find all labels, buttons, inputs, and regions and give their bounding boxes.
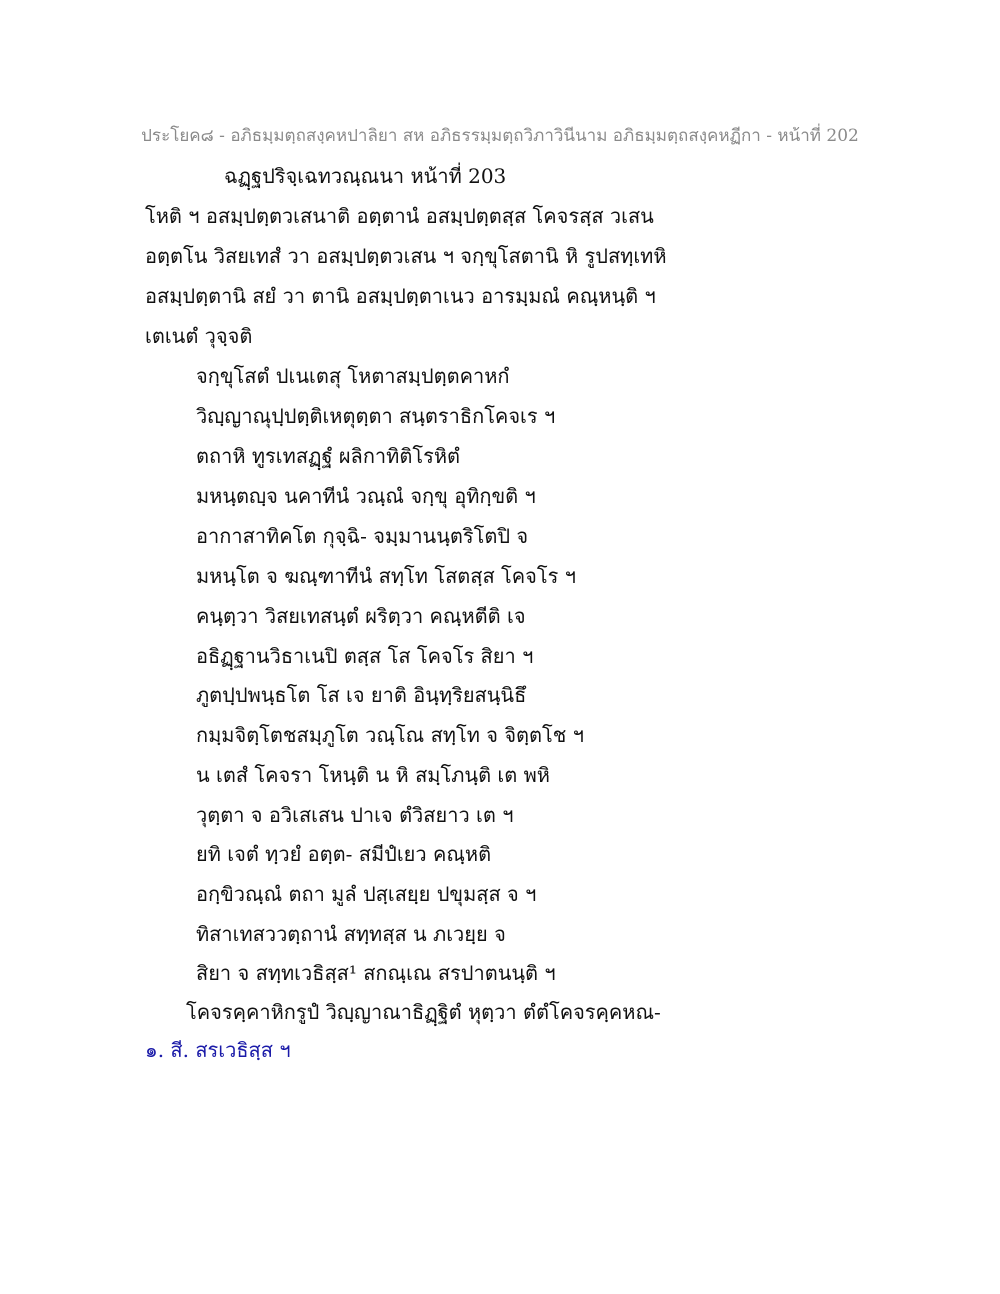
verse-line: จกฺขุโสตํ ปเนเตสุ โหตาสมฺปตฺตคาหกํ	[196, 364, 510, 388]
prose-line: อสมฺปตฺตานิ สยํ วา ตานิ อสมฺปตฺตาเนว อารมฺมณํ คณฺหนฺติ ฯ	[145, 284, 656, 308]
verse-line: อธิฏฺฐานวิธาเนปิ ตสฺส โส โคจโร สิยา ฯ	[196, 644, 534, 668]
closing-prose-line: โคจรคฺคาหิกรูปํ วิญฺญาณาธิฏฺฐิตํ หุตฺวา ตํตํโคจรคฺคหณ-	[186, 1000, 661, 1024]
verse-line: ทิสาเทสววตฺถานํ สทฺทสฺส น ภเวยฺย จ	[196, 922, 506, 946]
verse-line: สิยา จ สทฺทเวธิสฺส¹ สกณฺเณ สรปาตนนฺติ ฯ	[196, 961, 556, 985]
verse-line: น เตสํ โคจรา โหนฺติ น หิ สมฺโภนฺติ เต พหิ	[196, 763, 550, 787]
prose-line: โหติ ฯ อสมฺปตฺตวเสนาติ อตฺตานํ อสมฺปตฺตสฺส โคจรสฺส วเสน	[145, 204, 654, 228]
verse-line: วิญฺญาณุปฺปตฺติเหตุตฺตา สนฺตราธิกโคจเร ฯ	[196, 404, 556, 428]
verse-line: ยทิ เจตํ ทฺวยํ อตฺต- สมีปํเยว คณฺหติ	[196, 842, 492, 866]
verse-line: วุตฺตา จ อวิเสเสน ปาเจ ตํวิสยาว เต ฯ	[196, 803, 514, 827]
running-header: ประโยค๘ - อภิธมฺมตฺถสงฺคหปาลิยา สห อภิธรรมฺมตฺถวิภาวินีนาม อภิธมฺมตฺถสงฺคหฏีกา - หน้าที่ 202	[141, 126, 859, 146]
verse-line: อกฺขิวณฺณํ ตถา มูลํ ปสฺเสยฺย ปขุมสฺส จ ฯ	[196, 882, 537, 906]
verse-line: กมฺมจิตฺโตชสมฺภูโต วณฺโณ สทฺโท จ จิตฺตโช ฯ	[196, 723, 584, 747]
verse-line: ภูตปฺปพนฺธโต โส เจ ยาติ อินฺทฺริยสนฺนิธึ	[196, 683, 527, 707]
verse-line: มหนฺตญฺจ นคาทีนํ วณฺณํ จกฺขุ อุทิกฺขติ ฯ	[196, 484, 536, 508]
prose-line: อตฺตโน วิสยเทสํ วา อสมฺปตฺตวเสน ฯ จกฺขุโสตานิ หิ รูปสทฺเทหิ	[145, 244, 667, 268]
section-heading: ฉฏฺฐปริจฺเฉทวณฺณนา หน้าที่ 203	[224, 164, 507, 188]
verse-line: ตถาหิ ทูรเทสฏฺฐํ ผลิกาทิติโรหิตํ	[196, 444, 460, 468]
footnote: ๑. สี. สรเวธิสฺส ฯ	[145, 1038, 291, 1062]
prose-line: เตเนตํ วุจฺจติ	[145, 324, 253, 348]
verse-line: มหนฺโต จ ฆณฺฑาทีนํ สทฺโท โสตสฺส โคจโร ฯ	[196, 564, 576, 588]
verse-line: อากาสาทิคโต กุจฺฉิ- จมฺมานนฺตริโตปิ จ	[196, 524, 529, 548]
verse-line: คนฺตฺวา วิสยเทสนฺตํ ผริตฺวา คณฺหตีติ เจ	[196, 604, 526, 628]
